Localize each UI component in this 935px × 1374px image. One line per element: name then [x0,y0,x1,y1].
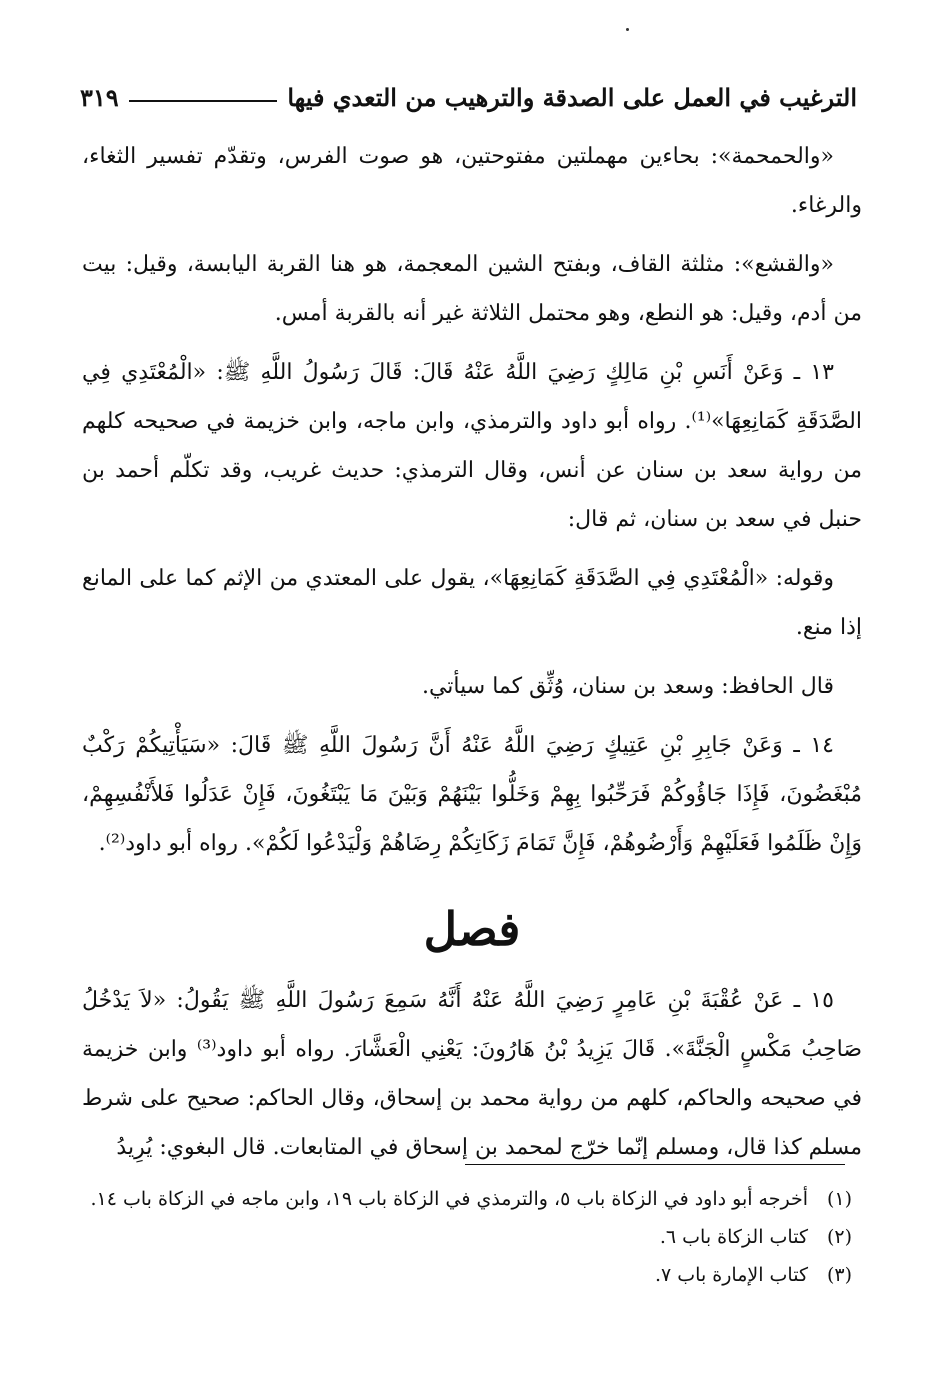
hadith-14: ١٤ ـ وَعَنْ جَابِرِ بْنِ عَتِيكٍ رَضِيَ اللَّهُ عَنْهُ أَنَّ رَسُولَ اللَّهِ ﷺ قَالَ: «سَيَأْتِيكُمْ رَكْبٌ مُبْغَضُونَ، فَإِذَا جَاؤُوكُمْ فَرَحِّبُوا بِهِمْ وَخَلُّوا بَيْنَهُمْ وَبَيْنَ مَا يَبْتَغُونَ، فَإِنْ عَدَلُوا فَلأَنْفُسِهِمْ، وَإِنْ ظَلَمُوا فَعَلَيْهِمْ وَأَرْضُوهُمْ، فَإِنَّ تَمَامَ زَكَاتِكُمْ رِضَاهُمْ وَلْيَدْعُوا لَكُمْ». رواه أبو داود⁽²⁾. [82,733,862,856]
footnote-text: أخرجه أبو داود في الزكاة باب ٥، والترمذي في الزكاة باب ١٩، وابن ماجه في الزكاة باب ١٤. [90,1188,808,1210]
paragraph-qash: «والقشع»: مثلثة القاف، وبفتح الشين المعجمة، هو هنا القربة اليابسة، وقيل: بيت من أدم، وقيل: هو النطع، وهو محتمل الثلاثة غير أنه بالقربة أمس. [82,252,862,326]
header-rule [129,100,278,102]
paragraph-commentary: وقوله: «الْمُعْتَدِي فِي الصَّدَقَةِ كَمَانِعِهَا»، يقول على المعتدي من الإثم كما على المانع إذا منع. [82,566,862,640]
hadith-15: ١٥ ـ عَنْ عُقْبَةَ بْنِ عَامِرٍ رَضِيَ اللَّهُ عَنْهُ أَنَّهُ سَمِعَ رَسُولَ اللَّهِ ﷺ يَقُولُ: «لاَ يَدْخُلُ صَاحِبُ مَكْسٍ الْجَنَّةَ». قَالَ يَزِيدُ بْنُ هَارُونَ: يَعْنِي الْعَشَّارَ. رواه أبو داود⁽³⁾ وابن خزيمة في صحيحه والحاكم، كلهم من رواية محمد بن إسحاق، وقال الحاكم: صحيح على شرط مسلم كذا قال، ومسلم إنّما خرّج لمحمد بن إسحاق في المتابعات. قال البغوي: يُرِيدُ [82,988,862,1160]
footnote-number: (٢) [826,1226,852,1248]
hadith-13: ١٣ ـ وَعَنْ أَنَسِ بْنِ مَالِكٍ رَضِيَ اللَّهُ عَنْهُ قَالَ: قَالَ رَسُولُ اللَّهِ ﷺ: «الْمُعْتَدِي فِي الصَّدَقَةِ كَمَانِعِهَا»⁽¹⁾. رواه أبو داود والترمذي، وابن ماجه، وابن خزيمة في صحيحه كلهم من رواية سعد بن سنان عن أنس، وقال الترمذي: حديث غريب، وقد تكلّم أحمد بن حنبل في سعد بن سنان، ثم قال: [82,360,862,532]
paragraph-hafiz-note: قال الحافظ: وسعد بن سنان، وُثِّق كما سيأتي. [421,674,834,699]
stray-dot-mark [626,28,629,31]
running-header [80,70,857,112]
footnote-number: (٣) [826,1264,852,1286]
footnote-separator [465,1164,845,1165]
body-text [82,132,862,1182]
footnote-item [82,1256,852,1294]
footnotes [82,1180,852,1294]
page-number: ٣١٩ [80,83,119,112]
section-heading: فصل [423,902,521,956]
paragraph-hamhama: «والحمحمة»: بحاءين مهملتين مفتوحتين، هو صوت الفرس، وتقدّم تفسير الثغاء، والرغاء. [82,144,862,218]
footnote-text: كتاب الزكاة باب ٦. [659,1226,808,1248]
footnote-item [82,1218,852,1256]
footnote-text: كتاب الإمارة باب ٧. [654,1264,808,1286]
header-title: الترغيب في العمل على الصدقة والترهيب من التعدي فيها [287,83,857,112]
footnote-number: (١) [826,1188,852,1210]
footnote-item [82,1180,852,1218]
